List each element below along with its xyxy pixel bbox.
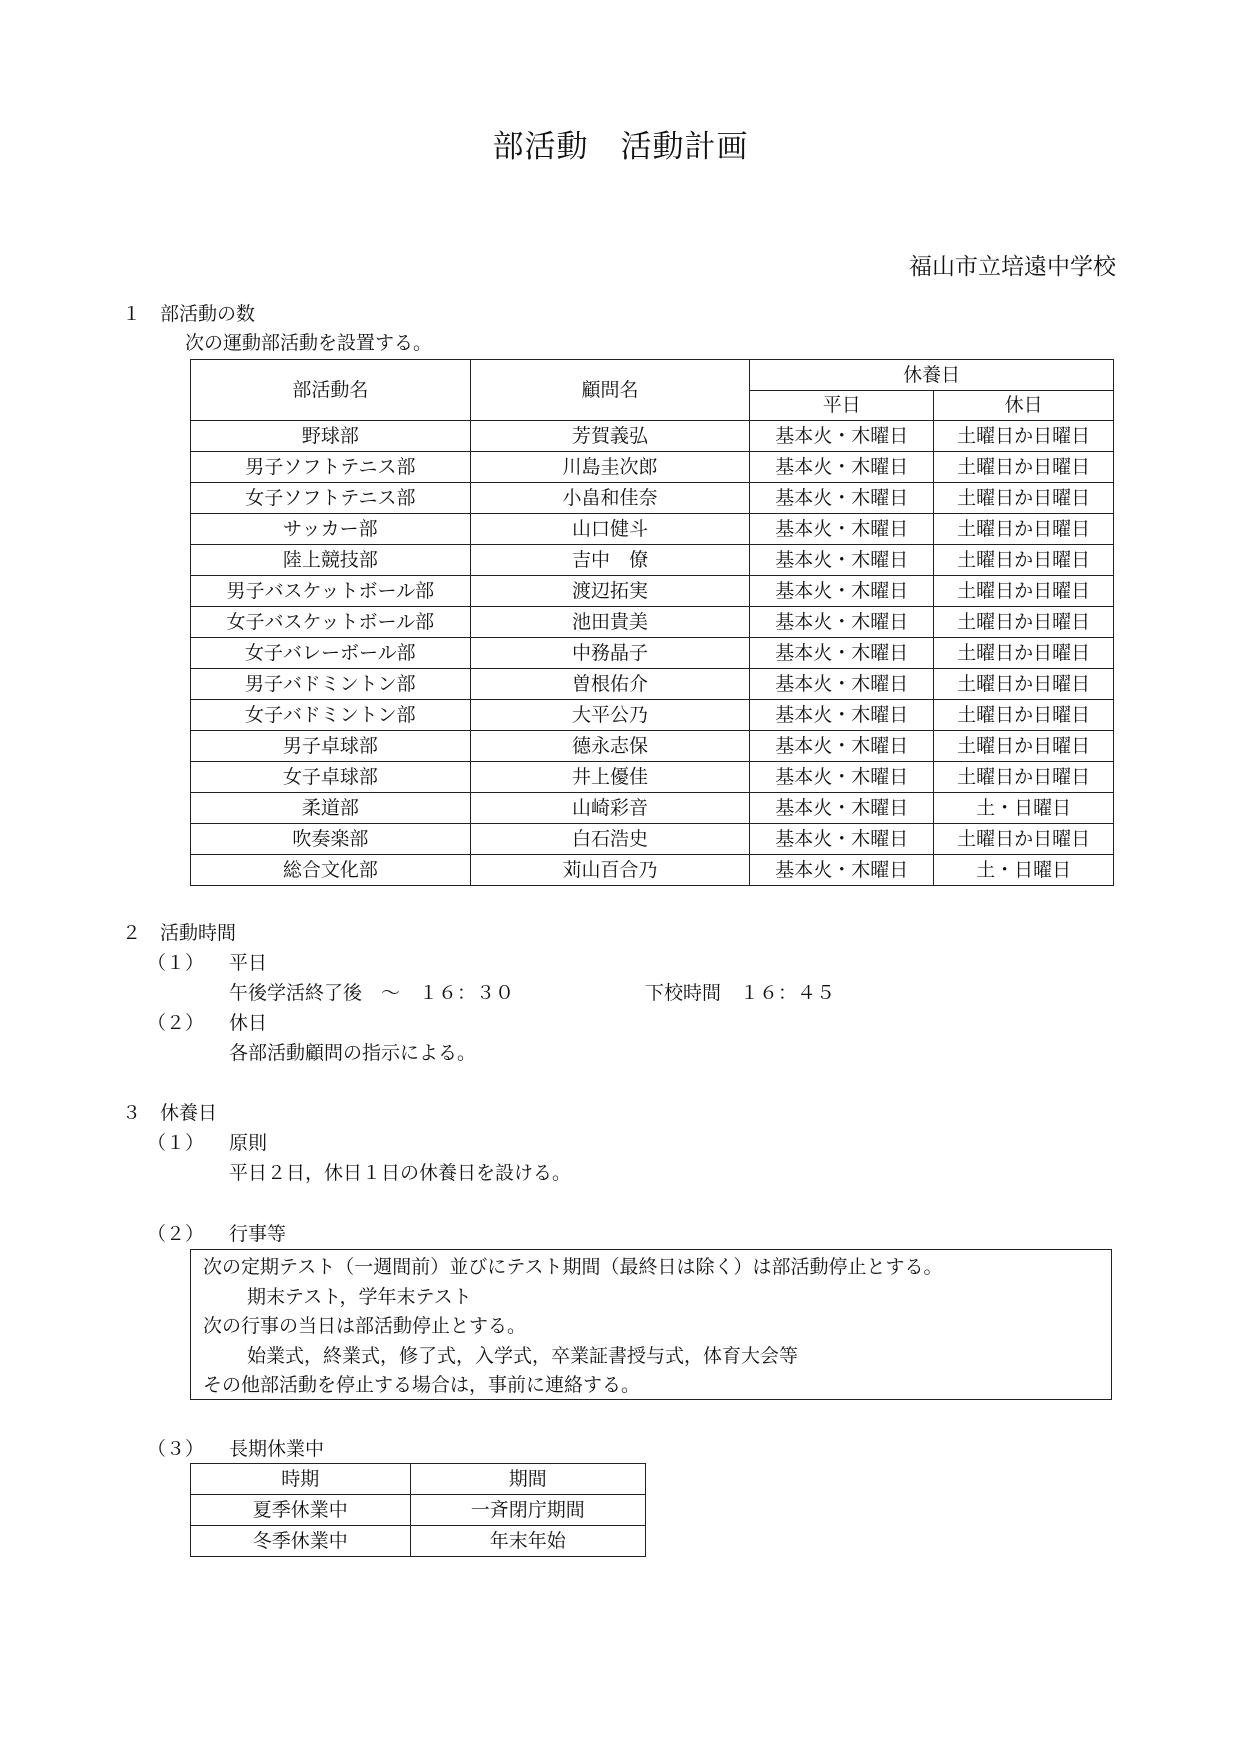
table-row — [191, 483, 1114, 514]
season: 冬季休業中 — [191, 1526, 411, 1557]
holiday-rest: 土曜日か日曜日 — [934, 607, 1114, 638]
holiday-rest: 土曜日か日曜日 — [934, 576, 1114, 607]
sub-number: （１） — [147, 1132, 205, 1154]
weekday-rest: 基本火・木曜日 — [750, 793, 934, 824]
table-row — [191, 1495, 646, 1526]
section-3-heading: ３ 休養日 — [122, 1102, 218, 1124]
sub-number: （２） — [147, 1012, 205, 1034]
weekday-rest: 基本火・木曜日 — [750, 452, 934, 483]
rest-principle: 平日２日，休日１日の休養日を設ける。 — [229, 1162, 572, 1184]
holiday-rest: 土曜日か日曜日 — [934, 700, 1114, 731]
table-row — [191, 731, 1114, 762]
club-name: 男子バドミントン部 — [191, 669, 471, 700]
events-line: 期末テスト，学年末テスト — [247, 1286, 472, 1308]
table-row — [191, 793, 1114, 824]
club-name: 男子バスケットボール部 — [191, 576, 471, 607]
header-rest-day: 休養日 — [750, 360, 1114, 391]
sub-number: （１） — [147, 952, 205, 974]
table-row — [191, 855, 1114, 886]
table-row — [191, 576, 1114, 607]
section-2-heading: ２ 活動時間 — [122, 922, 237, 944]
holiday-rest: 土曜日か日曜日 — [934, 421, 1114, 452]
club-name: 総合文化部 — [191, 855, 471, 886]
header-advisor: 顧問名 — [470, 360, 750, 421]
table-row — [191, 669, 1114, 700]
table-row — [191, 700, 1114, 731]
school-name: 福山市立培遠中学校 — [909, 254, 1116, 280]
sub-heading: 長期休業中 — [229, 1438, 325, 1460]
holiday-rest: 土曜日か日曜日 — [934, 545, 1114, 576]
events-line: その他部活動を停止する場合は，事前に連絡する。 — [203, 1374, 641, 1396]
weekday-rest: 基本火・木曜日 — [750, 483, 934, 514]
advisor-name: 德永志保 — [470, 731, 750, 762]
advisor-name: 山崎彩音 — [470, 793, 750, 824]
period: 年末年始 — [410, 1526, 645, 1557]
club-name: サッカー部 — [191, 514, 471, 545]
table-row — [191, 514, 1114, 545]
club-name: 女子卓球部 — [191, 762, 471, 793]
sub-heading: 休日 — [229, 1012, 268, 1034]
sub-heading: 行事等 — [229, 1223, 287, 1245]
club-name: 女子ソフトテニス部 — [191, 483, 471, 514]
section-1-heading: １ 部活動の数 — [122, 303, 256, 325]
header-season: 時期 — [191, 1464, 411, 1495]
weekday-rest: 基本火・木曜日 — [750, 545, 934, 576]
header-period: 期間 — [410, 1464, 645, 1495]
holiday-rest: 土曜日か日曜日 — [934, 824, 1114, 855]
club-name: 陸上競技部 — [191, 545, 471, 576]
holiday-rest: 土・日曜日 — [934, 793, 1114, 824]
club-name: 女子バレーボール部 — [191, 638, 471, 669]
club-table — [190, 359, 1114, 886]
weekday-rest: 基本火・木曜日 — [750, 700, 934, 731]
club-name: 吹奏楽部 — [191, 824, 471, 855]
weekday-rest: 基本火・木曜日 — [750, 421, 934, 452]
advisor-name: 中務晶子 — [470, 638, 750, 669]
advisor-name: 苅山百合乃 — [470, 855, 750, 886]
advisor-name: 吉中 僚 — [470, 545, 750, 576]
club-name: 野球部 — [191, 421, 471, 452]
events-line: 次の定期テスト（一週間前）並びにテスト期間（最終日は除く）は部活動停止とする。 — [203, 1256, 943, 1278]
advisor-name: 井上優佳 — [470, 762, 750, 793]
long-break-table — [190, 1463, 646, 1557]
holiday-rest: 土曜日か日曜日 — [934, 452, 1114, 483]
advisor-name: 山口健斗 — [470, 514, 750, 545]
dismissal-time: 下校時間 １６：４５ — [645, 982, 836, 1004]
period: 一斉閉庁期間 — [410, 1495, 645, 1526]
weekday-rest: 基本火・木曜日 — [750, 855, 934, 886]
weekday-activity-time: 午後学活終了後 ～ １６：３０ — [229, 982, 515, 1004]
section-1-intro: 次の運動部活動を設置する。 — [185, 332, 433, 354]
season: 夏季休業中 — [191, 1495, 411, 1526]
table-row — [191, 762, 1114, 793]
holiday-rest: 土曜日か日曜日 — [934, 638, 1114, 669]
sub-heading: 原則 — [229, 1132, 268, 1154]
holiday-rest: 土曜日か日曜日 — [934, 762, 1114, 793]
table-row — [191, 421, 1114, 452]
table-row — [191, 545, 1114, 576]
advisor-name: 大平公乃 — [470, 700, 750, 731]
header-holiday: 休日 — [934, 391, 1114, 421]
weekday-rest: 基本火・木曜日 — [750, 638, 934, 669]
advisor-name: 曽根佑介 — [470, 669, 750, 700]
holiday-rest: 土曜日か日曜日 — [934, 514, 1114, 545]
table-row — [191, 1526, 646, 1557]
advisor-name: 芳賀義弘 — [470, 421, 750, 452]
sub-number: （２） — [147, 1223, 205, 1245]
events-line: 次の行事の当日は部活動停止とする。 — [203, 1315, 527, 1337]
weekday-rest: 基本火・木曜日 — [750, 576, 934, 607]
club-name: 男子卓球部 — [191, 731, 471, 762]
header-club: 部活動名 — [191, 360, 471, 421]
club-name: 男子ソフトテニス部 — [191, 452, 471, 483]
advisor-name: 白石浩史 — [470, 824, 750, 855]
holiday-rest: 土曜日か日曜日 — [934, 669, 1114, 700]
table-row — [191, 824, 1114, 855]
weekday-rest: 基本火・木曜日 — [750, 607, 934, 638]
sub-number: （３） — [147, 1438, 205, 1460]
holiday-activity-text: 各部活動顧問の指示による。 — [229, 1042, 477, 1064]
club-name: 柔道部 — [191, 793, 471, 824]
holiday-rest: 土・日曜日 — [934, 855, 1114, 886]
weekday-rest: 基本火・木曜日 — [750, 669, 934, 700]
sub-heading: 平日 — [229, 952, 268, 974]
advisor-name: 池田貴美 — [470, 607, 750, 638]
table-row — [191, 638, 1114, 669]
header-weekday: 平日 — [750, 391, 934, 421]
holiday-rest: 土曜日か日曜日 — [934, 483, 1114, 514]
weekday-rest: 基本火・木曜日 — [750, 824, 934, 855]
weekday-rest: 基本火・木曜日 — [750, 514, 934, 545]
weekday-rest: 基本火・木曜日 — [750, 762, 934, 793]
events-line: 始業式，終業式，修了式，入学式，卒業証書授与式，体育大会等 — [247, 1345, 799, 1367]
page-title: 部活動 活動計画 — [492, 129, 749, 165]
advisor-name: 川島圭次郎 — [470, 452, 750, 483]
holiday-rest: 土曜日か日曜日 — [934, 731, 1114, 762]
table-row — [191, 452, 1114, 483]
advisor-name: 小畠和佳奈 — [470, 483, 750, 514]
events-box — [190, 1249, 1112, 1400]
weekday-rest: 基本火・木曜日 — [750, 731, 934, 762]
club-name: 女子バスケットボール部 — [191, 607, 471, 638]
club-name: 女子バドミントン部 — [191, 700, 471, 731]
advisor-name: 渡辺拓実 — [470, 576, 750, 607]
table-row — [191, 607, 1114, 638]
